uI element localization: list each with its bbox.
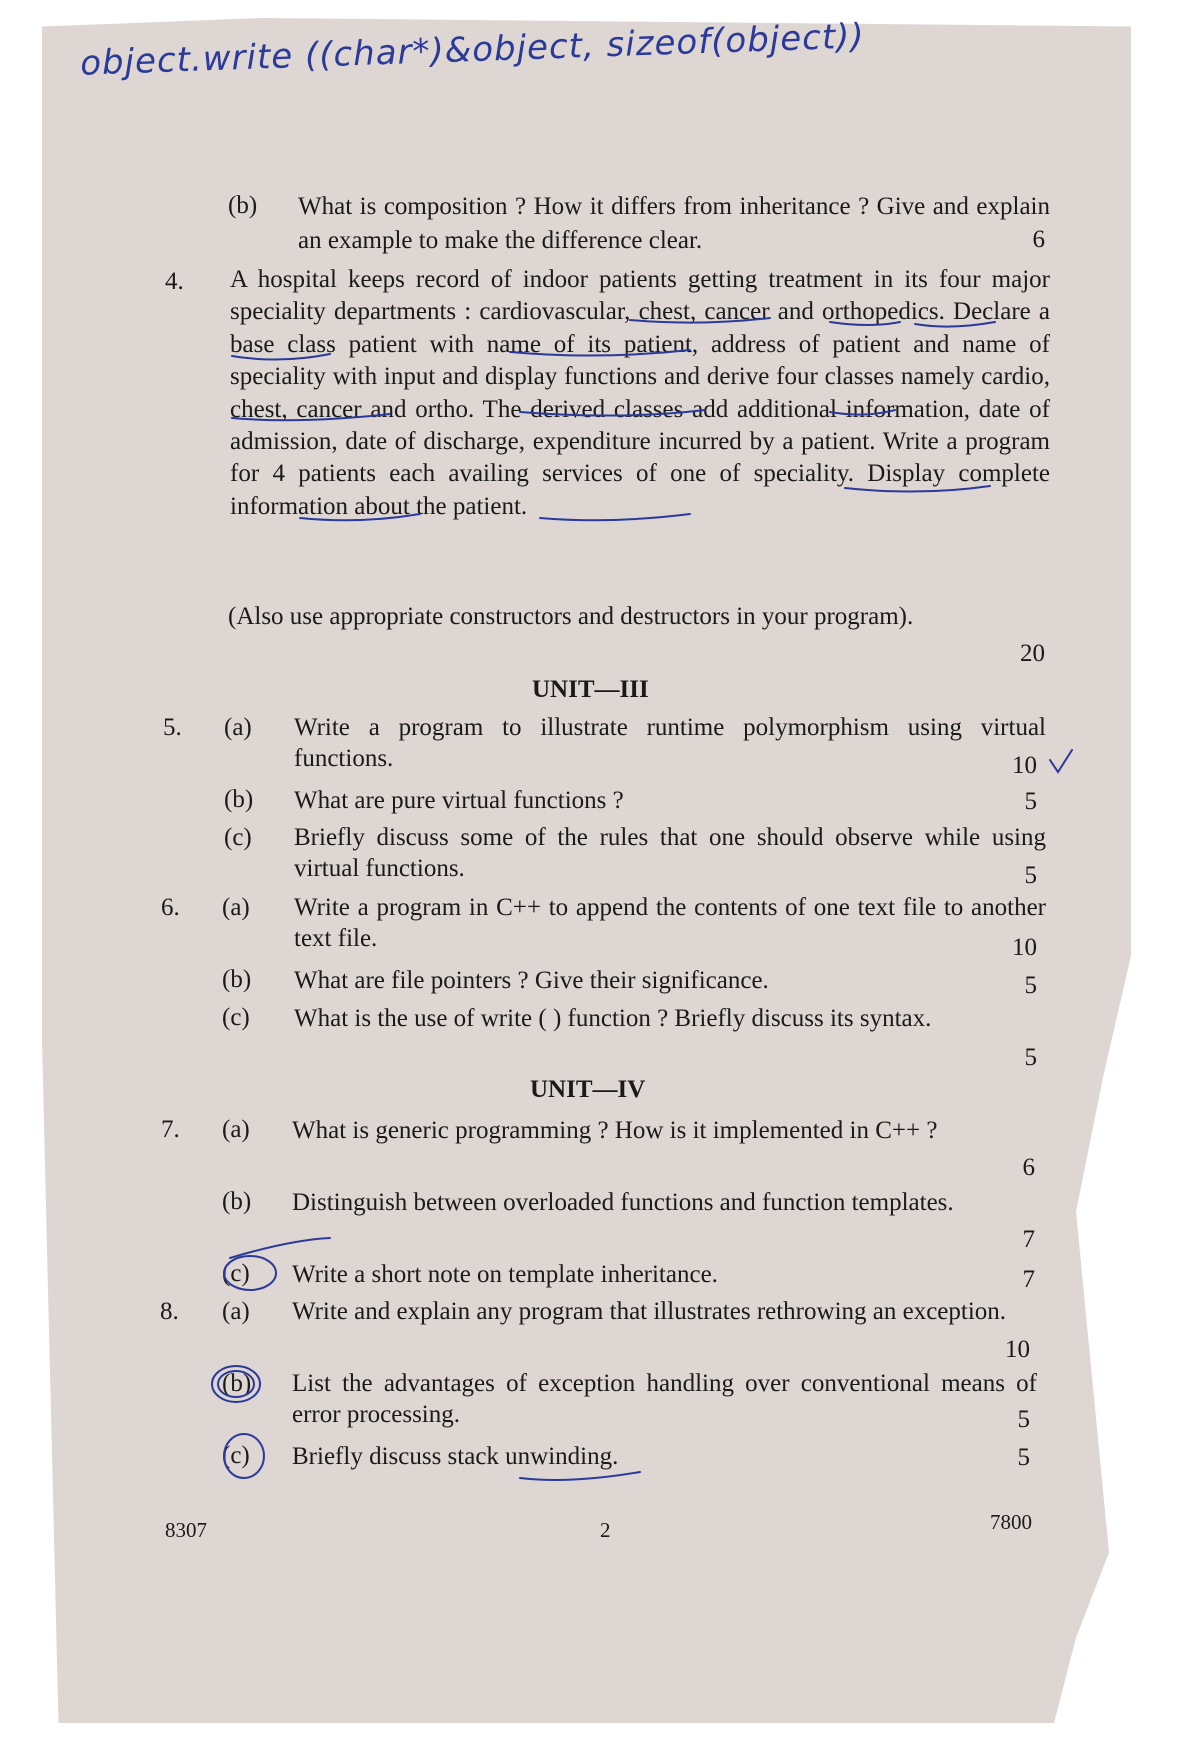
q7c-marks: 7 [1022,1266,1035,1293]
q8-number: 8. [160,1298,179,1325]
q7-number: 7. [161,1116,180,1143]
unit-3-heading: UNIT—III [532,676,649,703]
q4-note: (Also use appropriate constructors and destructors in your program). [228,603,914,630]
q5a-text: Write a program to illustrate runtime polymorphism using virtual functions. [294,714,1046,772]
q4-marks: 20 [1020,640,1045,667]
q3b-label: (b) [228,192,258,219]
q7c-label: (c) [222,1260,250,1287]
q5b-label: (b) [224,786,254,813]
q5b-text: What are pure virtual functions ? [294,787,624,814]
q6b-text: What are file pointers ? Give their significance. [294,967,769,994]
q8a-label: (a) [222,1298,250,1325]
q7a-text: What is generic programming ? How is it implemented in C++ ? [292,1117,938,1144]
q8b-marks: 5 [1017,1406,1030,1433]
q7a-marks: 6 [1022,1154,1035,1181]
q6b-marks: 5 [1024,972,1037,999]
q6c-marks: 5 [1024,1044,1037,1071]
q4-text: A hospital keeps record of indoor patients getting treatment in its four major speciality departments : cardiovascular, chest, cancer and orthopedics. Declare a base class patient with name of its patient, address of patient and name of speciality with input and display functions and derive four classes namely cardio, chest, cancer and ortho. The derived classes add additional information, date of admission, date of discharge, expenditure incurred by a patient. Write a program for 4 patients each availing services of one of speciality. Display complete information about the patient. [230,266,1050,520]
handwritten-note: object.write ((char*)&object, sizeof(object)) [79,16,866,84]
q8c-text: Briefly discuss stack unwinding. [292,1443,619,1470]
q5a-label: (a) [224,714,252,741]
q6-number: 6. [161,894,180,921]
q4-number: 4. [165,268,184,295]
q6a-label: (a) [222,894,250,921]
q8b-label: (b) [222,1370,252,1397]
q7b-label: (b) [222,1188,252,1215]
q6a-marks: 10 [1012,934,1037,961]
q5c-marks: 5 [1024,862,1037,889]
q8b-text: List the advantages of exception handling over conventional means of error processing. [292,1370,1037,1428]
q8a-marks: 10 [1005,1336,1030,1363]
q5a-marks: 10 [1012,752,1037,779]
q8c-marks: 5 [1017,1444,1030,1471]
footer-page-number: 2 [600,1518,611,1542]
q3b-text: What is composition ? How it differs from inheritance ? Give and explain an example to make the difference clear. [298,193,1050,254]
q6c-label: (c) [222,1004,250,1031]
footer-code-right: 7800 [990,1510,1032,1534]
q7b-text: Distinguish between overloaded functions and function templates. [292,1189,954,1216]
q6a-text: Write a program in C++ to append the contents of one text file to another text file. [294,894,1046,952]
q6b-label: (b) [222,966,252,993]
q6c-text: What is the use of write ( ) function ? Briefly discuss its syntax. [294,1005,932,1032]
q7b-marks: 7 [1022,1226,1035,1253]
q3b-marks: 6 [1032,226,1045,253]
q7c-text: Write a short note on template inheritance. [292,1261,718,1288]
q8c-label: (c) [222,1442,250,1469]
q5b-marks: 5 [1024,788,1037,815]
q5c-label: (c) [224,824,252,851]
footer-code-left: 8307 [165,1518,207,1542]
q7a-label: (a) [222,1116,250,1143]
q5-number: 5. [163,714,182,741]
q8a-text: Write and explain any program that illustrates rethrowing an exception. [292,1298,1007,1325]
unit-4-heading: UNIT—IV [530,1076,646,1103]
q5c-text: Briefly discuss some of the rules that one should observe while using virtual functions. [294,824,1046,882]
